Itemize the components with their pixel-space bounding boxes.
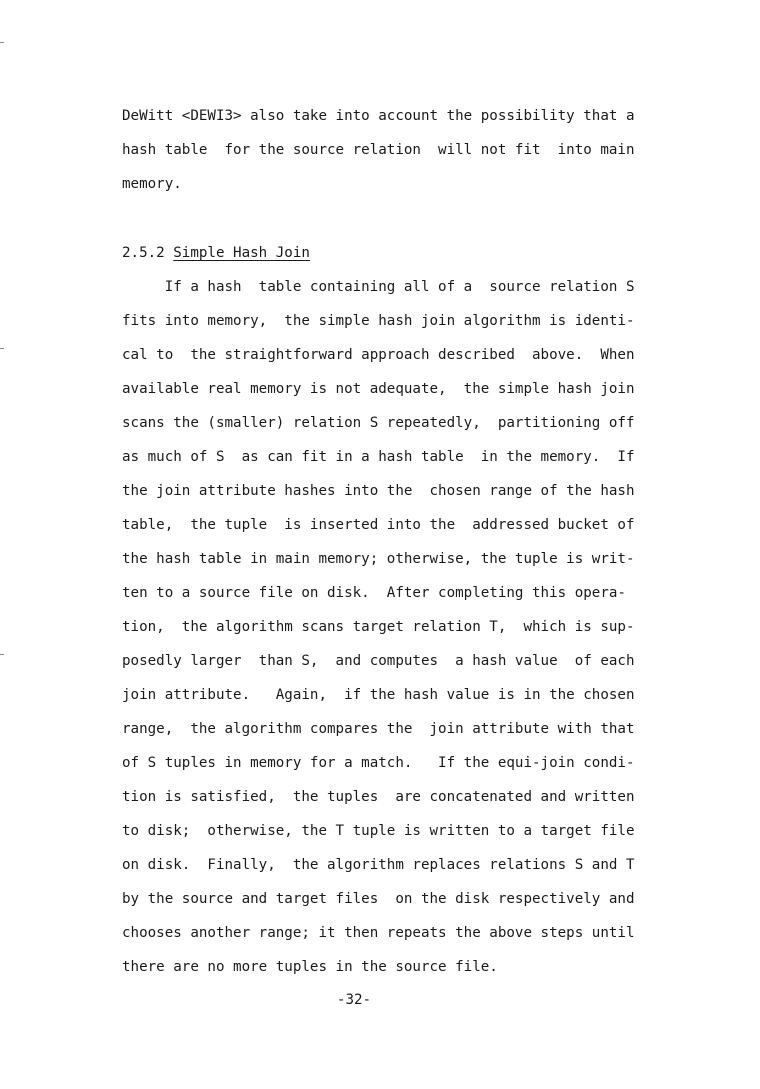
section-heading [122, 243, 310, 263]
body-line: tion is satisfied, the tuples are concatenated and written [122, 789, 635, 805]
body-line: If a hash table containing all of a source relation S [122, 279, 635, 295]
body-line: tion, the algorithm scans target relation T, which is sup- [122, 619, 635, 635]
section-number: 2.5.2 [122, 245, 165, 261]
body-line: scans the (smaller) relation S repeatedly, partitioning off [122, 415, 635, 431]
body-line: available real memory is not adequate, the simple hash join [122, 381, 635, 397]
body-line: by the source and target files on the disk respectively and [122, 891, 635, 907]
body-line: as much of S as can fit in a hash table in the memory. If [122, 449, 635, 465]
body-line: chooses another range; it then repeats the above steps until [122, 925, 635, 941]
body-line: to disk; otherwise, the T tuple is written to a target file [122, 823, 635, 839]
body-line: fits into memory, the simple hash join algorithm is identi- [122, 313, 635, 329]
scan-edge-mark [0, 348, 4, 349]
body-line: ten to a source file on disk. After completing this opera- [122, 585, 626, 601]
section-title: Simple Hash Join [173, 245, 310, 261]
body-line: cal to the straightforward approach described above. When [122, 347, 635, 363]
body-line: of S tuples in memory for a match. If the equi-join condi- [122, 755, 635, 771]
body-line: posedly larger than S, and computes a hash value of each [122, 653, 635, 669]
scan-edge-mark [0, 42, 4, 43]
body-line: join attribute. Again, if the hash value is in the chosen [122, 687, 635, 703]
body-line: on disk. Finally, the algorithm replaces relations S and T [122, 857, 635, 873]
intro-line: memory. [122, 176, 182, 192]
body-line: there are no more tuples in the source file. [122, 959, 498, 975]
intro-line: DeWitt <DEWI3> also take into account the possibility that a [122, 108, 635, 124]
body-line: range, the algorithm compares the join attribute with that [122, 721, 635, 737]
body-line: table, the tuple is inserted into the addressed bucket of [122, 517, 635, 533]
body-line: the hash table in main memory; otherwise, the tuple is writ- [122, 551, 635, 567]
intro-line: hash table for the source relation will not fit into main [122, 142, 635, 158]
scan-edge-mark [0, 654, 4, 655]
page-number: -32- [336, 992, 372, 1008]
body-line: the join attribute hashes into the chosen range of the hash [122, 483, 635, 499]
